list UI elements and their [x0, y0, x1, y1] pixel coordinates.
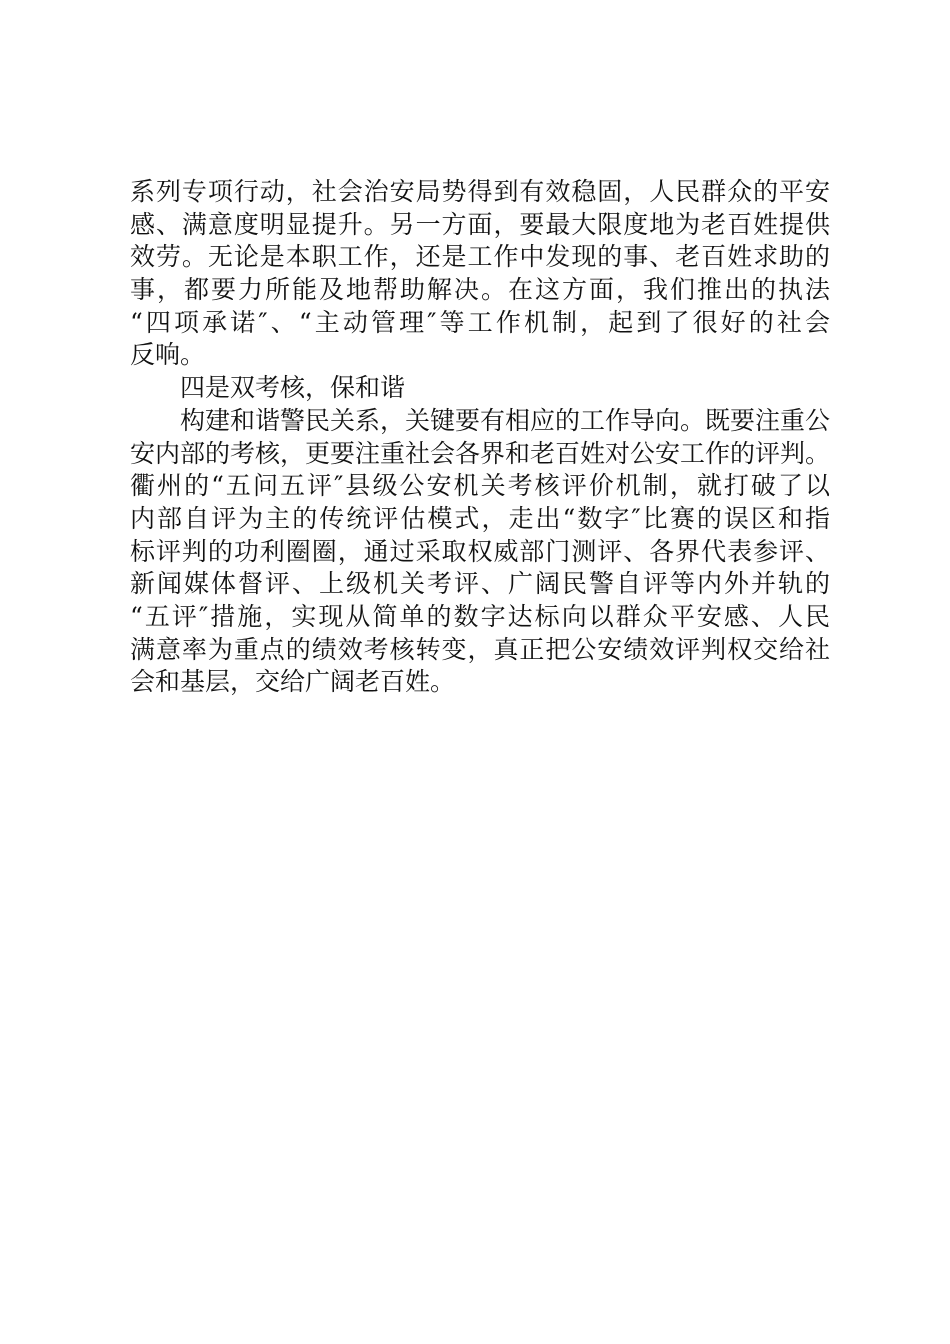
text-line: 衢州的“五问五评″县级公安机关考核评价机制，就打破了以	[130, 471, 830, 501]
text-line: 事，都要力所能及地帮助解决。在这方面，我们推出的执法	[130, 275, 830, 305]
text-line: 系列专项行动，社会治安局势得到有效稳固，人民群众的平安	[130, 177, 830, 206]
text-line: 安内部的考核，更要注重社会各界和老百姓对公安工作的评判。	[130, 438, 831, 468]
text-line: 会和基层，交给广阔老百姓。	[130, 667, 456, 697]
text-line: 效劳。无论是本职工作，还是工作中发现的事、老百姓求助的	[130, 242, 830, 272]
text-line: 感、满意度明显提升。另一方面，要最大限度地为老百姓提供	[130, 209, 830, 239]
text-line: 反响。	[130, 340, 206, 370]
text-line: “四项承诺″、“主动管理″等工作机制，起到了很好的社会	[130, 307, 830, 337]
text-line: 内部自评为主的传统评估模式，走出“数字″比赛的误区和指	[130, 503, 830, 533]
text-line: “五评″措施，实现从简单的数字达标向以群众平安感、人民	[130, 601, 830, 631]
text-line: 满意率为重点的绩效考核转变，真正把公安绩效评判权交给社	[130, 634, 830, 664]
text-line: 新闻媒体督评、上级机关考评、广阔民警自评等内外并轨的	[130, 569, 830, 599]
section-heading: 四是双考核，保和谐	[180, 373, 406, 403]
text-line: 标评判的功利圈圈，通过采取权威部门测评、各界代表参评、	[130, 536, 830, 566]
text-line: 构建和谐警民关系，关键要有相应的工作导向。既要注重公	[180, 405, 831, 435]
document-body	[130, 176, 830, 699]
